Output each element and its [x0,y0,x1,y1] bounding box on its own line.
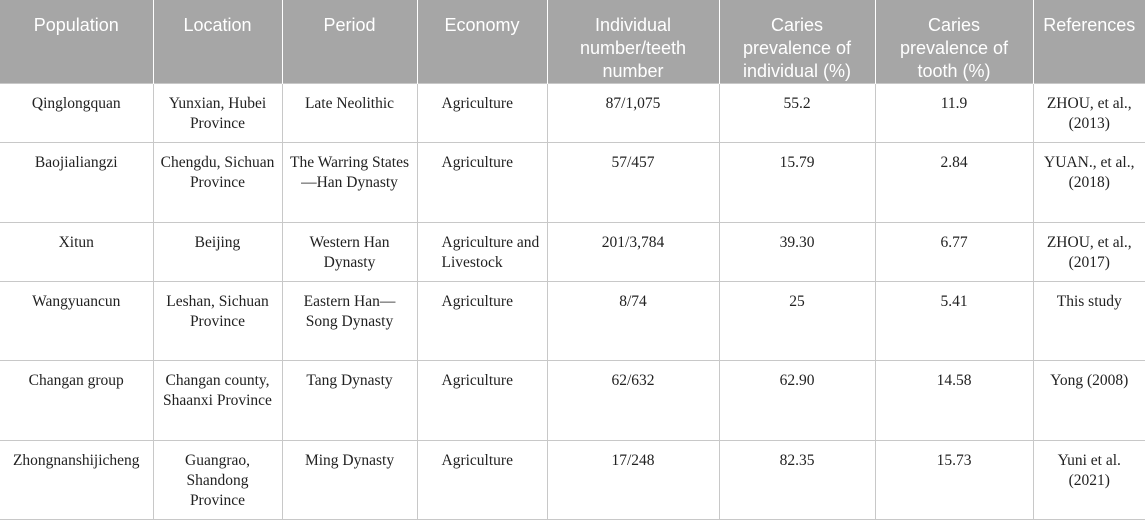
table-row [0,84,1145,143]
table-row [0,361,1145,441]
cell-individual-teeth: 62/632 [547,361,719,441]
cell-individual-teeth: 8/74 [547,282,719,361]
column-header-individual-teeth-number: Individual number/teeth number [547,0,719,84]
cell-caries-individual: 55.2 [719,84,875,143]
cell-caries-individual: 82.35 [719,441,875,520]
table-row [0,223,1145,282]
cell-caries-tooth: 14.58 [875,361,1033,441]
cell-reference: Yong (2008) [1033,361,1145,441]
cell-caries-tooth: 15.73 [875,441,1033,520]
cell-location: Changan county, Shaanxi Province [153,361,282,441]
column-header-caries-individual: Caries prevalence of individual (%) [719,0,875,84]
cell-reference: This study [1033,282,1145,361]
cell-reference: ZHOU, et al., (2013) [1033,84,1145,143]
cell-economy: Agriculture [417,441,547,520]
cell-reference: ZHOU, et al., (2017) [1033,223,1145,282]
cell-period: Tang Dynasty [282,361,417,441]
cell-period: Western Han Dynasty [282,223,417,282]
cell-caries-tooth: 11.9 [875,84,1033,143]
cell-caries-individual: 15.79 [719,143,875,223]
column-header-references: References [1033,0,1145,84]
cell-caries-tooth: 2.84 [875,143,1033,223]
cell-economy: Agriculture [417,143,547,223]
cell-population: Zhongnanshijicheng [0,441,153,520]
cell-location: Chengdu, Sichuan Province [153,143,282,223]
cell-reference: YUAN., et al., (2018) [1033,143,1145,223]
column-header-population: Population [0,0,153,84]
cell-period: Eastern Han—Song Dynasty [282,282,417,361]
cell-location: Guangrao, Shandong Province [153,441,282,520]
column-header-economy: Economy [417,0,547,84]
cell-period: The Warring States—Han Dynasty [282,143,417,223]
cell-caries-individual: 39.30 [719,223,875,282]
table-row [0,143,1145,223]
cell-caries-individual: 62.90 [719,361,875,441]
cell-population: Changan group [0,361,153,441]
cell-caries-tooth: 6.77 [875,223,1033,282]
cell-economy: Agriculture and Livestock [417,223,547,282]
table-row [0,441,1145,520]
column-header-period: Period [282,0,417,84]
cell-individual-teeth: 57/457 [547,143,719,223]
cell-economy: Agriculture [417,84,547,143]
cell-location: Leshan, Sichuan Province [153,282,282,361]
cell-period: Ming Dynasty [282,441,417,520]
cell-period: Late Neolithic [282,84,417,143]
cell-individual-teeth: 87/1,075 [547,84,719,143]
header-row [0,0,1145,84]
cell-economy: Agriculture [417,282,547,361]
cell-location: Yunxian, Hubei Province [153,84,282,143]
cell-population: Xitun [0,223,153,282]
cell-population: Wangyuancun [0,282,153,361]
cell-location: Beijing [153,223,282,282]
cell-economy: Agriculture [417,361,547,441]
cell-population: Qinglongquan [0,84,153,143]
column-header-location: Location [153,0,282,84]
cell-caries-individual: 25 [719,282,875,361]
cell-reference: Yuni et al. (2021) [1033,441,1145,520]
column-header-caries-tooth: Caries prevalence of tooth (%) [875,0,1033,84]
cell-population: Baojialiangzi [0,143,153,223]
cell-individual-teeth: 201/3,784 [547,223,719,282]
cell-caries-tooth: 5.41 [875,282,1033,361]
table-row [0,282,1145,361]
cell-individual-teeth: 17/248 [547,441,719,520]
